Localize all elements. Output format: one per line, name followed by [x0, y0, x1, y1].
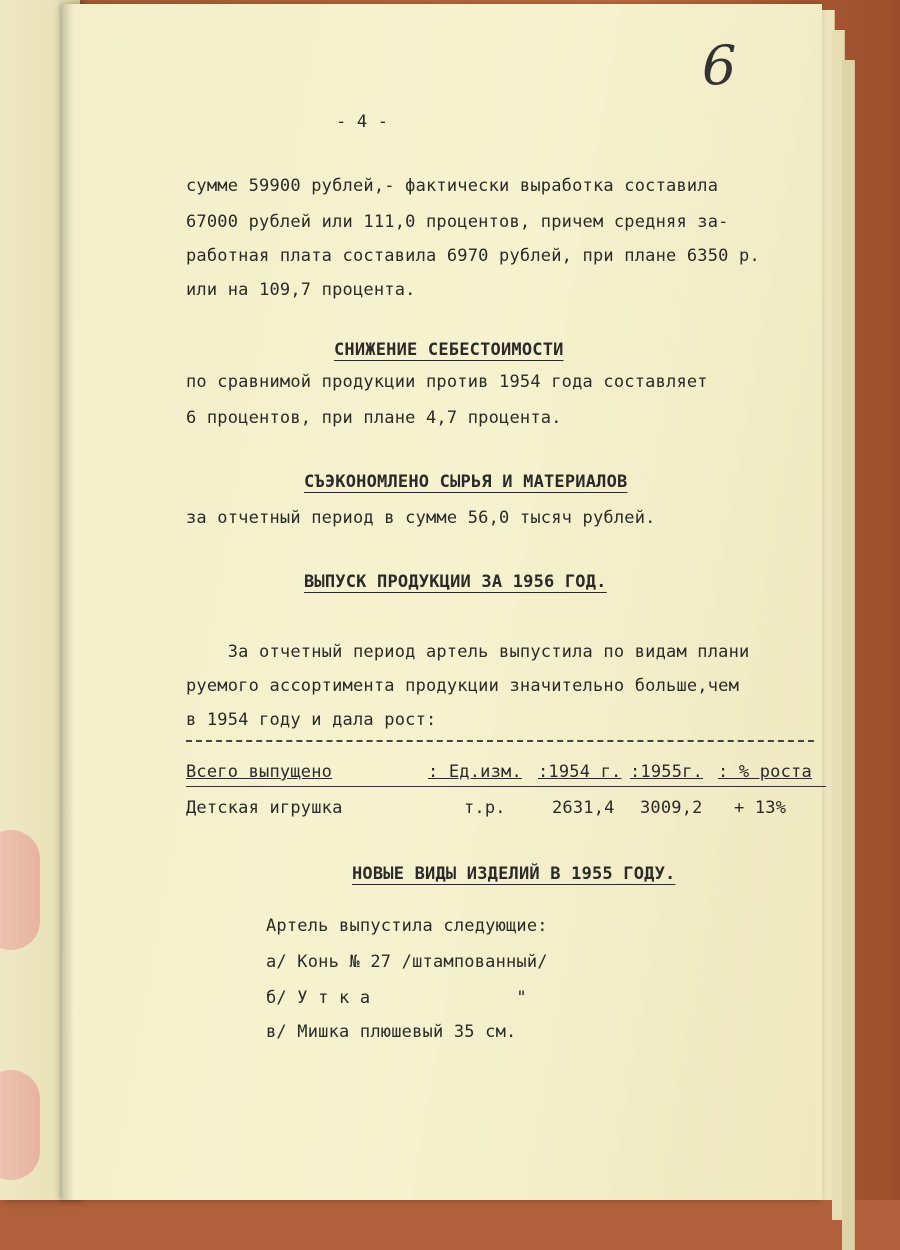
- list-item: в/ Мишка плюшевый 35 см.: [266, 1022, 517, 1042]
- table-row-unit: т.р.: [464, 798, 506, 818]
- table-row-name: Детская игрушка: [186, 798, 343, 818]
- list-item: а/ Конь № 27 /штампованный/: [266, 952, 548, 972]
- section-heading-output: ВЫПУСК ПРОДУКЦИИ ЗА 1956 ГОД.: [304, 572, 607, 592]
- section-heading-saved: СЪЭКОНОМЛЕНО СЫРЬЯ И МАТЕРИАЛОВ: [304, 472, 628, 492]
- list-intro: Артель выпустила следующие:: [266, 916, 548, 936]
- table-header-1955: :1955г.: [630, 762, 704, 782]
- table-row-1955: 3009,2: [640, 798, 703, 818]
- page-number: - 4 -: [336, 112, 389, 132]
- paragraph-line: работная плата составила 6970 рублей, при плане 6350 р.: [186, 246, 760, 266]
- paragraph-line: за отчетный период в сумме 56,0 тысяч рублей.: [186, 508, 656, 528]
- table-header-rule: [186, 786, 826, 787]
- paragraph-line: руемого ассортимента продукции значительно больше,чем: [186, 676, 740, 696]
- handwritten-page-number: 6: [702, 34, 737, 97]
- paragraph-line: или на 109,7 процента.: [186, 280, 416, 300]
- section-heading-new: НОВЫЕ ВИДЫ ИЗДЕЛИЙ В 1955 ГОДУ.: [352, 864, 676, 884]
- fingertip: [0, 830, 40, 950]
- page-binding-shadow: [62, 4, 74, 1200]
- table-top-dashed-rule: [186, 740, 814, 742]
- list-item: б/ У т к а ": [266, 988, 527, 1008]
- table-row-growth: + 13%: [734, 798, 787, 818]
- paragraph-line: в 1954 году и дала рост:: [186, 710, 437, 730]
- page-stack-edge: [842, 60, 855, 1250]
- fingertip: [0, 1070, 40, 1180]
- paragraph-line: сумме 59900 рублей,- фактически выработка составила: [186, 176, 719, 196]
- paragraph-line: 6 процентов, при плане 4,7 процента.: [186, 408, 562, 428]
- table-header-growth: : % роста: [718, 762, 812, 782]
- table-header-name: Всего выпущено: [186, 762, 333, 782]
- table-row-1954: 2631,4: [552, 798, 615, 818]
- table-header-unit: : Ед.изм.: [428, 762, 522, 782]
- paragraph-line: 67000 рублей или 111,0 процентов, причем средняя за-: [186, 212, 729, 232]
- paragraph-line: по сравнимой продукции против 1954 года составляет: [186, 372, 708, 392]
- paragraph-line: За отчетный период артель выпустила по видам плани: [186, 642, 750, 662]
- table-header-1954: :1954 г.: [538, 762, 622, 782]
- section-heading-cost: СНИЖЕНИЕ СЕБЕСТОИМОСТИ: [334, 340, 564, 360]
